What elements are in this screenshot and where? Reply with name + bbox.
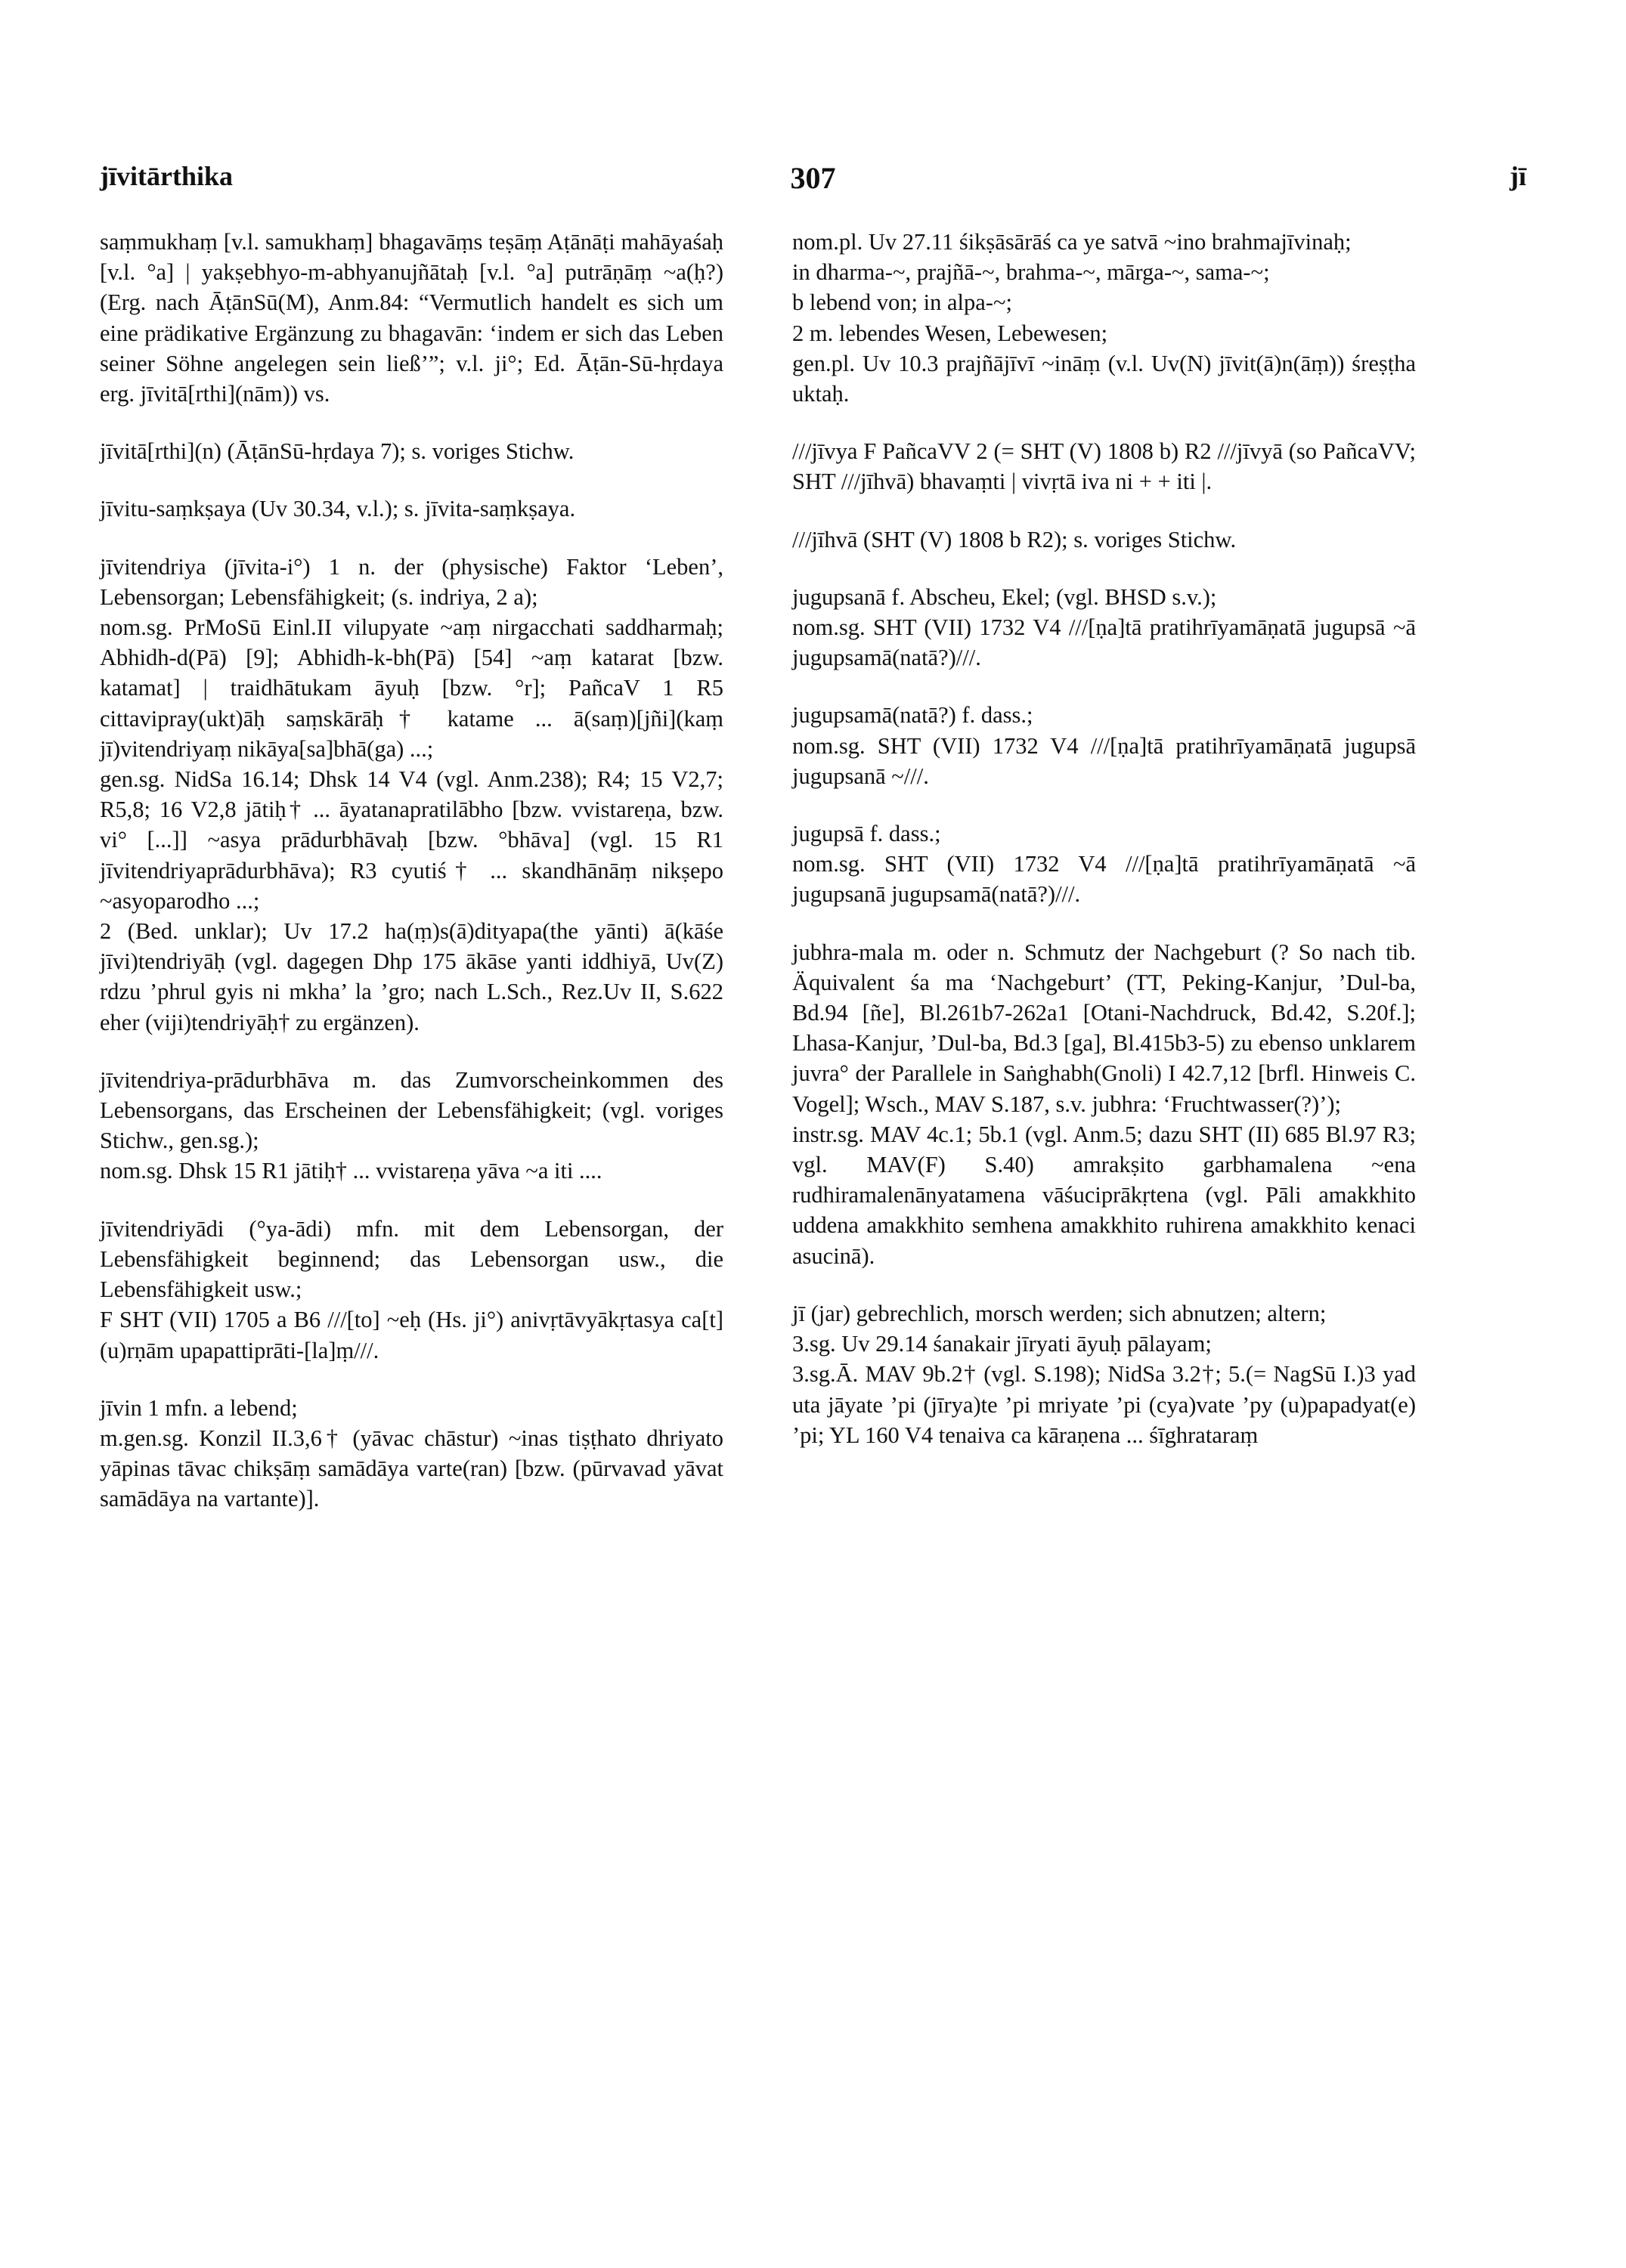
entry-paragraph: gen.pl. Uv 10.3 prajñājīvī ~ināṃ (v.l. Uv(N) jīvit(ā)n(āṃ)) śreṣṭha uktaḥ. xyxy=(792,350,1416,407)
entry-paragraph: in dharma-~, prajñā-~, brahma-~, mārga-~, sama-~; xyxy=(792,259,1270,286)
entry-paragraph: nom.sg. PrMoSū Einl.II vilupyate ~aṃ nirgacchati saddharmaḥ; Abhidh-d(Pā) [9]; Abhidh-k-bh(Pā) [54] ~aṃ katarat [bzw. katamat] | traidhātukam āyuḥ [bzw. °r]; PañcaV 1 R5 cittavipray(ukt)āḥ saṃskārāḥ† katame ... ā(saṃ)[jñi](kaṃ jī)vitendriyaṃ nikāya[sa]bhā(ga) ...; xyxy=(100,614,723,762)
running-head-right: jī xyxy=(1510,161,1526,191)
entry-paragraph: 3.sg. Uv 29.14 śanakair jīryati āyuḥ pālayam; xyxy=(792,1331,1212,1357)
entry-paragraph: jīvitendriya (jīvita-i°) 1 n. der (physische) Faktor ‘Leben’, Lebensorgan; Lebensfähigkeit; (s. indriya, 2 a); xyxy=(100,553,723,610)
entry-paragraph: instr.sg. MAV 4c.1; 5b.1 (vgl. Anm.5; dazu SHT (II) 685 Bl.97 R3; vgl. MAV(F) S.40) amrakṣito garbhamalena ~ena rudhiramalenānyatamena vāśuciprākṛtena (vgl. Pāli amakkhito uddena amakkhito semhena amakkhito ruhirena amakkhito kenaci asucinā). xyxy=(792,1121,1416,1269)
running-head-left: jīvitārthika xyxy=(100,161,233,191)
page-number: 307 xyxy=(790,161,836,195)
entry-paragraph: nom.sg. SHT (VII) 1732 V4 ///[ṇa]tā pratihrīyamāṇatā jugupsā jugupsanā ~///. xyxy=(792,732,1416,789)
entry-paragraph: jīvitu-saṃkṣaya (Uv 30.34, v.l.); s. jīvita-saṃkṣaya. xyxy=(100,496,576,522)
entry-paragraph: jīvitendriyādi (°ya-ādi) mfn. mit dem Lebensorgan, der Lebensfähigkeit beginnend; das Lebensorgan usw., die Lebensfähigkeit usw.; xyxy=(100,1215,723,1303)
entry-paragraph: jīvitā[rthi](n) (ĀṭānSū-hṛdaya 7); s. voriges Stichw. xyxy=(100,438,575,465)
entry-paragraph: nom.sg. Dhsk 15 R1 jātiḥ† ... vvistareṇa yāva ~a iti .... xyxy=(100,1158,602,1184)
entry-paragraph: nom.sg. SHT (VII) 1732 V4 ///[ṇa]tā pratihrīyamāṇatā ~ā jugupsanā jugupsamā(natā?)///. xyxy=(792,851,1416,908)
entry-paragraph: b lebend von; in alpa-~; xyxy=(792,289,1012,316)
entry-paragraph: F SHT (VII) 1705 a B6 ///[to] ~eḥ (Hs. ji°) anivṛtāvyākṛtasya ca[t](u)rṇām upapattiprāti-[la]ṃ///. xyxy=(100,1307,723,1363)
entry-paragraph: jubhra-mala m. oder n. Schmutz der Nachgeburt (? So nach tib. Äquivalent śa ma ‘Nachgeburt’ (TT, Peking-Kanjur, ’Dul-ba, Bd.94 [ñe], Bl.261b7-262a1 [Otani-Nachdruck, Bd.42, S.20f.]; Lhasa-Kanjur, ’Dul-ba, Bd.3 [ga], Bl.415b3-5) zu ebenso unklarem juvra° der Parallele in Saṅghabh(Gnoli) I 42.7,12 [brfl. Hinweis C. Vogel]; Wsch., MAV S.187, s.v. jubhra: ‘Fruchtwasser(?)’); xyxy=(792,939,1416,1117)
page-header xyxy=(100,160,1526,206)
entry-paragraph: jugupsanā f. Abscheu, Ekel; (vgl. BHSD s.v.); xyxy=(792,583,1217,610)
entry-paragraph: jugupsamā(natā?) f. dass.; xyxy=(792,702,1033,729)
entry-paragraph: nom.sg. SHT (VII) 1732 V4 ///[ṇa]tā pratihrīyamāṇatā jugupsā ~ā jugupsamā(natā?)///. xyxy=(792,614,1416,671)
entry-paragraph: ///jīvya F PañcaVV 2 (= SHT (V) 1808 b) R2 ///jīvyā (so PañcaVV; SHT ///jīhvā) bhavaṃti | vivṛtā iva ni + + iti |. xyxy=(792,438,1416,495)
entry-paragraph: jīvitendriya-prādurbhāva m. das Zumvorscheinkommen des Lebensorgans, das Erscheinen der Lebensfähigkeit; (vgl. voriges Stichw., gen.sg.); xyxy=(100,1066,723,1154)
entry-paragraph: gen.sg. NidSa 16.14; Dhsk 14 V4 (vgl. Anm.238); R4; 15 V2,7; R5,8; 16 V2,8 jātiḥ† ... āyatanapratilābho [bzw. vvistareṇa, bzw. vi° [...]] ~asya prādurbhāvaḥ [bzw. °bhāva] (vgl. 15 R1 jīvitendriyaprādurbhāva); R3 cyutiś† ... skandhānāṃ nikṣepo ~asyoparodho ...; xyxy=(100,766,723,914)
entry-paragraph: jīvin 1 mfn. a lebend; xyxy=(100,1394,298,1421)
left-column xyxy=(100,227,723,1515)
entry-paragraph: m.gen.sg. Konzil II.3,6† (yāvac chāstur) ~inas tiṣṭhato dhriyato yāpinas tāvac chikṣāṃ samādāya varte(ran) [bzw. (pūrvavad yāvat samādāya na vartante)]. xyxy=(100,1425,723,1512)
entry-paragraph: 2 (Bed. unklar); Uv 17.2 ha(ṃ)s(ā)dityapa(the yānti) ā(kāśe jīvi)tendriyāḥ (vgl. dagegen Dhp 175 ākāse yanti iddhiyā, Uv(Z) rdzu ’phrul gyis ni mkha’ la ’gro; nach L.Sch., Rez.Uv II, S.622 eher (viji)tendriyāḥ† zu ergänzen). xyxy=(100,918,723,1035)
entry-paragraph: ///jīhvā (SHT (V) 1808 b R2); s. voriges Stichw. xyxy=(792,526,1237,552)
entry-paragraph: 3.sg.Ā. MAV 9b.2† (vgl. S.198); NidSa 3.2†; 5.(= NagSū I.)3 yad uta jāyate ’pi (jīrya)te ’pi mriyate ’pi (cya)vate ’py (u)papadyat(e) ’pi; YL 160 V4 tenaiva ca kāraṇena ... śīghrataraṃ xyxy=(792,1361,1416,1448)
right-column xyxy=(792,227,1416,1450)
entry-paragraph: saṃmukhaṃ [v.l. samukhaṃ] bhagavāṃs teṣāṃ Aṭānāṭi mahāyaśaḥ [v.l. °a] | yakṣebhyo-m-abhyanujñātaḥ [v.l. °a] putrāṇāṃ ~a(ḥ?) (Erg. nach ĀṭānSū(M), Anm.84: “Vermutlich handelt es sich um eine prädikative Ergänzung zu bhagavān: ‘indem er sich das Leben seiner Söhne angelegen sein ließ’”; v.l. ji°; Ed. Āṭān-Sū-hṛdaya erg. jīvitā[rthi](nām)) vs. xyxy=(100,229,723,407)
entry-paragraph: jī (jar) gebrechlich, morsch werden; sich abnutzen; altern; xyxy=(792,1300,1327,1326)
entry-paragraph: nom.pl. Uv 27.11 śikṣāsārāś ca ye satvā ~ino brahmajīvinaḥ; xyxy=(792,229,1352,255)
entry-paragraph: 2 m. lebendes Wesen, Lebewesen; xyxy=(792,320,1108,346)
entry-paragraph: jugupsā f. dass.; xyxy=(792,821,941,847)
